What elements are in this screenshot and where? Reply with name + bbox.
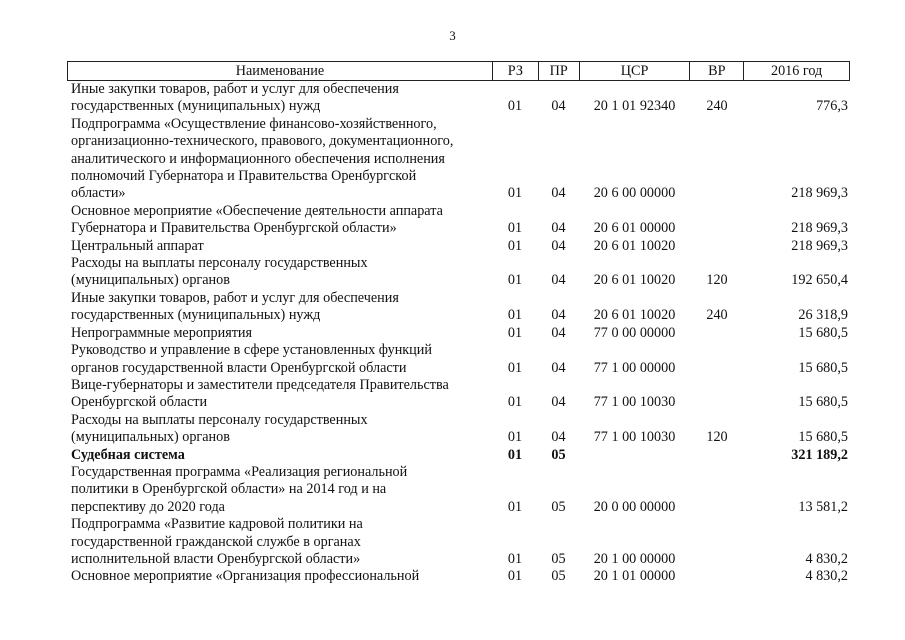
table-row [67,81,850,116]
table-row [67,447,850,464]
row-name-line: исполнительной власти Оренбургской области» [71,550,361,567]
row-name-line: государственной гражданской службе в органах [71,533,361,550]
row-value: 15 680,5 [798,429,848,446]
row-csr: 77 0 00 00000 [593,324,676,341]
row-vr: 240 [706,98,728,115]
row-name-line: области» [71,185,126,202]
row-name-line: Расходы на выплаты персоналу государственных [71,411,368,428]
row-name [67,203,492,238]
row-name [67,447,492,464]
row-name [67,255,492,290]
row-name [67,568,492,585]
row-name-line: (муниципальных) органов [71,272,230,289]
row-name-line: Подпрограмма «Развитие кадровой политики на [71,516,363,533]
row-csr: 20 6 01 00000 [593,220,676,237]
row-name-line: Основное мероприятие «Обеспечение деятельности аппарата [71,202,443,219]
row-name-line: (муниципальных) органов [71,429,230,446]
row-name [67,342,492,377]
table-row [67,516,850,568]
row-vr: 120 [706,272,728,289]
row-pr: 05 [551,498,566,515]
row-csr: 20 1 01 00000 [593,568,676,585]
row-csr: 20 6 01 10020 [593,307,676,324]
row-name-line: Центральный аппарат [71,237,204,254]
row-name-line: Оренбургской области [71,394,208,411]
header-rz: РЗ [492,62,538,80]
row-pr: 05 [551,550,566,567]
row-name-line: Иные закупки товаров, работ и услуг для обеспечения [71,81,399,97]
row-pr: 05 [551,568,566,585]
row-name-line: Непрограммные мероприятия [71,324,253,341]
row-rz: 01 [507,272,523,289]
row-rz: 01 [507,550,523,567]
row-name-line: политики в Оренбургской области» на 2014 год и на [71,481,387,498]
row-rz: 01 [507,498,523,515]
row-value: 776,3 [816,98,848,115]
row-name-line: органов государственной власти Оренбургской области [71,359,407,376]
row-rz: 01 [507,237,523,254]
row-value: 15 680,5 [798,324,848,341]
row-rz: 01 [507,307,523,324]
header-vr: ВР [689,62,743,80]
table-row [67,568,850,585]
row-csr: 20 6 01 10020 [593,272,676,289]
row-name-line: государственных (муниципальных) нужд [71,98,321,115]
row-value: 4 830,2 [805,550,848,567]
row-name-line: Основное мероприятие «Организация профессиональной [71,568,420,585]
row-name [67,116,492,203]
row-pr: 04 [551,272,566,289]
row-name-line: Иные закупки товаров, работ и услуг для обеспечения [71,289,399,306]
row-name-line: Государственная программа «Реализация региональной [71,463,408,480]
header-name: Наименование [235,63,325,79]
header-pr: ПР [538,62,579,80]
header-csr: ЦСР [579,62,690,80]
row-name-line: Расходы на выплаты персоналу государственных [71,255,368,272]
table-row [67,342,850,377]
row-pr: 05 [551,446,566,463]
row-name-line: Руководство и управление в сфере установленных функций [71,342,432,359]
row-name [67,238,492,255]
row-name-line: организационно-технического, правового, документационного, [71,133,454,150]
row-name [67,325,492,342]
row-rz: 01 [507,98,523,115]
row-value: 321 189,2 [791,446,848,463]
row-name [67,464,492,516]
row-name-line: государственных (муниципальных) нужд [71,307,321,324]
row-value: 192 650,4 [791,272,848,289]
table-body [67,81,850,586]
row-csr: 20 6 00 00000 [593,185,676,202]
row-rz: 01 [507,446,523,463]
row-pr: 04 [551,394,566,411]
row-csr: 20 1 00 00000 [593,550,676,567]
row-rz: 01 [507,568,523,585]
row-name-line: Подпрограмма «Осуществление финансово-хозяйственного, [71,115,437,132]
table-row [67,290,850,325]
budget-table [67,61,850,586]
table-row [67,412,850,447]
row-value: 26 318,9 [798,307,848,324]
table-row [67,377,850,412]
row-name-line: Судебная система [71,446,185,463]
row-name [67,377,492,412]
row-rz: 01 [507,220,523,237]
row-value: 4 830,2 [805,568,848,585]
row-pr: 04 [551,359,566,376]
page-number: 3 [449,28,456,43]
row-value: 218 969,3 [791,237,848,254]
row-csr: 77 1 00 00000 [593,359,676,376]
row-name [67,290,492,325]
row-csr: 20 0 00 00000 [593,498,676,515]
row-rz: 01 [507,185,523,202]
row-pr: 04 [551,307,566,324]
row-name [67,412,492,447]
row-value: 218 969,3 [791,185,848,202]
row-csr: 77 1 00 10030 [593,429,676,446]
row-value: 15 680,5 [798,394,848,411]
row-rz: 01 [507,324,523,341]
table-row [67,464,850,516]
row-csr: 77 1 00 10030 [593,394,676,411]
table-header [67,61,850,81]
row-pr: 04 [551,429,566,446]
row-name [67,516,492,568]
row-vr: 240 [706,307,728,324]
row-csr: 20 6 01 10020 [593,237,676,254]
row-name-line: Вице-губернаторы и заместители председателя Правительства [71,376,449,393]
table-row [67,255,850,290]
row-name [67,81,492,116]
row-name-line: перспективу до 2020 года [71,498,225,515]
row-pr: 04 [551,185,566,202]
row-pr: 04 [551,98,566,115]
row-pr: 04 [551,237,566,254]
row-rz: 01 [507,359,523,376]
row-name-line: Губернатора и Правительства Оренбургской области» [71,220,397,237]
table-row [67,116,850,203]
row-value: 13 581,2 [798,498,848,515]
row-pr: 04 [551,220,566,237]
row-csr: 20 1 01 92340 [593,98,676,115]
header-year: 2016 год [743,62,849,80]
row-name-line: аналитического и информационного обеспечения исполнения [71,150,445,167]
row-rz: 01 [507,394,523,411]
row-value: 218 969,3 [791,220,848,237]
row-vr: 120 [706,429,728,446]
row-rz: 01 [507,429,523,446]
row-value: 15 680,5 [798,359,848,376]
row-pr: 04 [551,324,566,341]
row-name-line: полномочий Губернатора и Правительства Оренбургской [71,168,417,185]
table-row [67,325,850,342]
table-row [67,238,850,255]
table-row [67,203,850,238]
